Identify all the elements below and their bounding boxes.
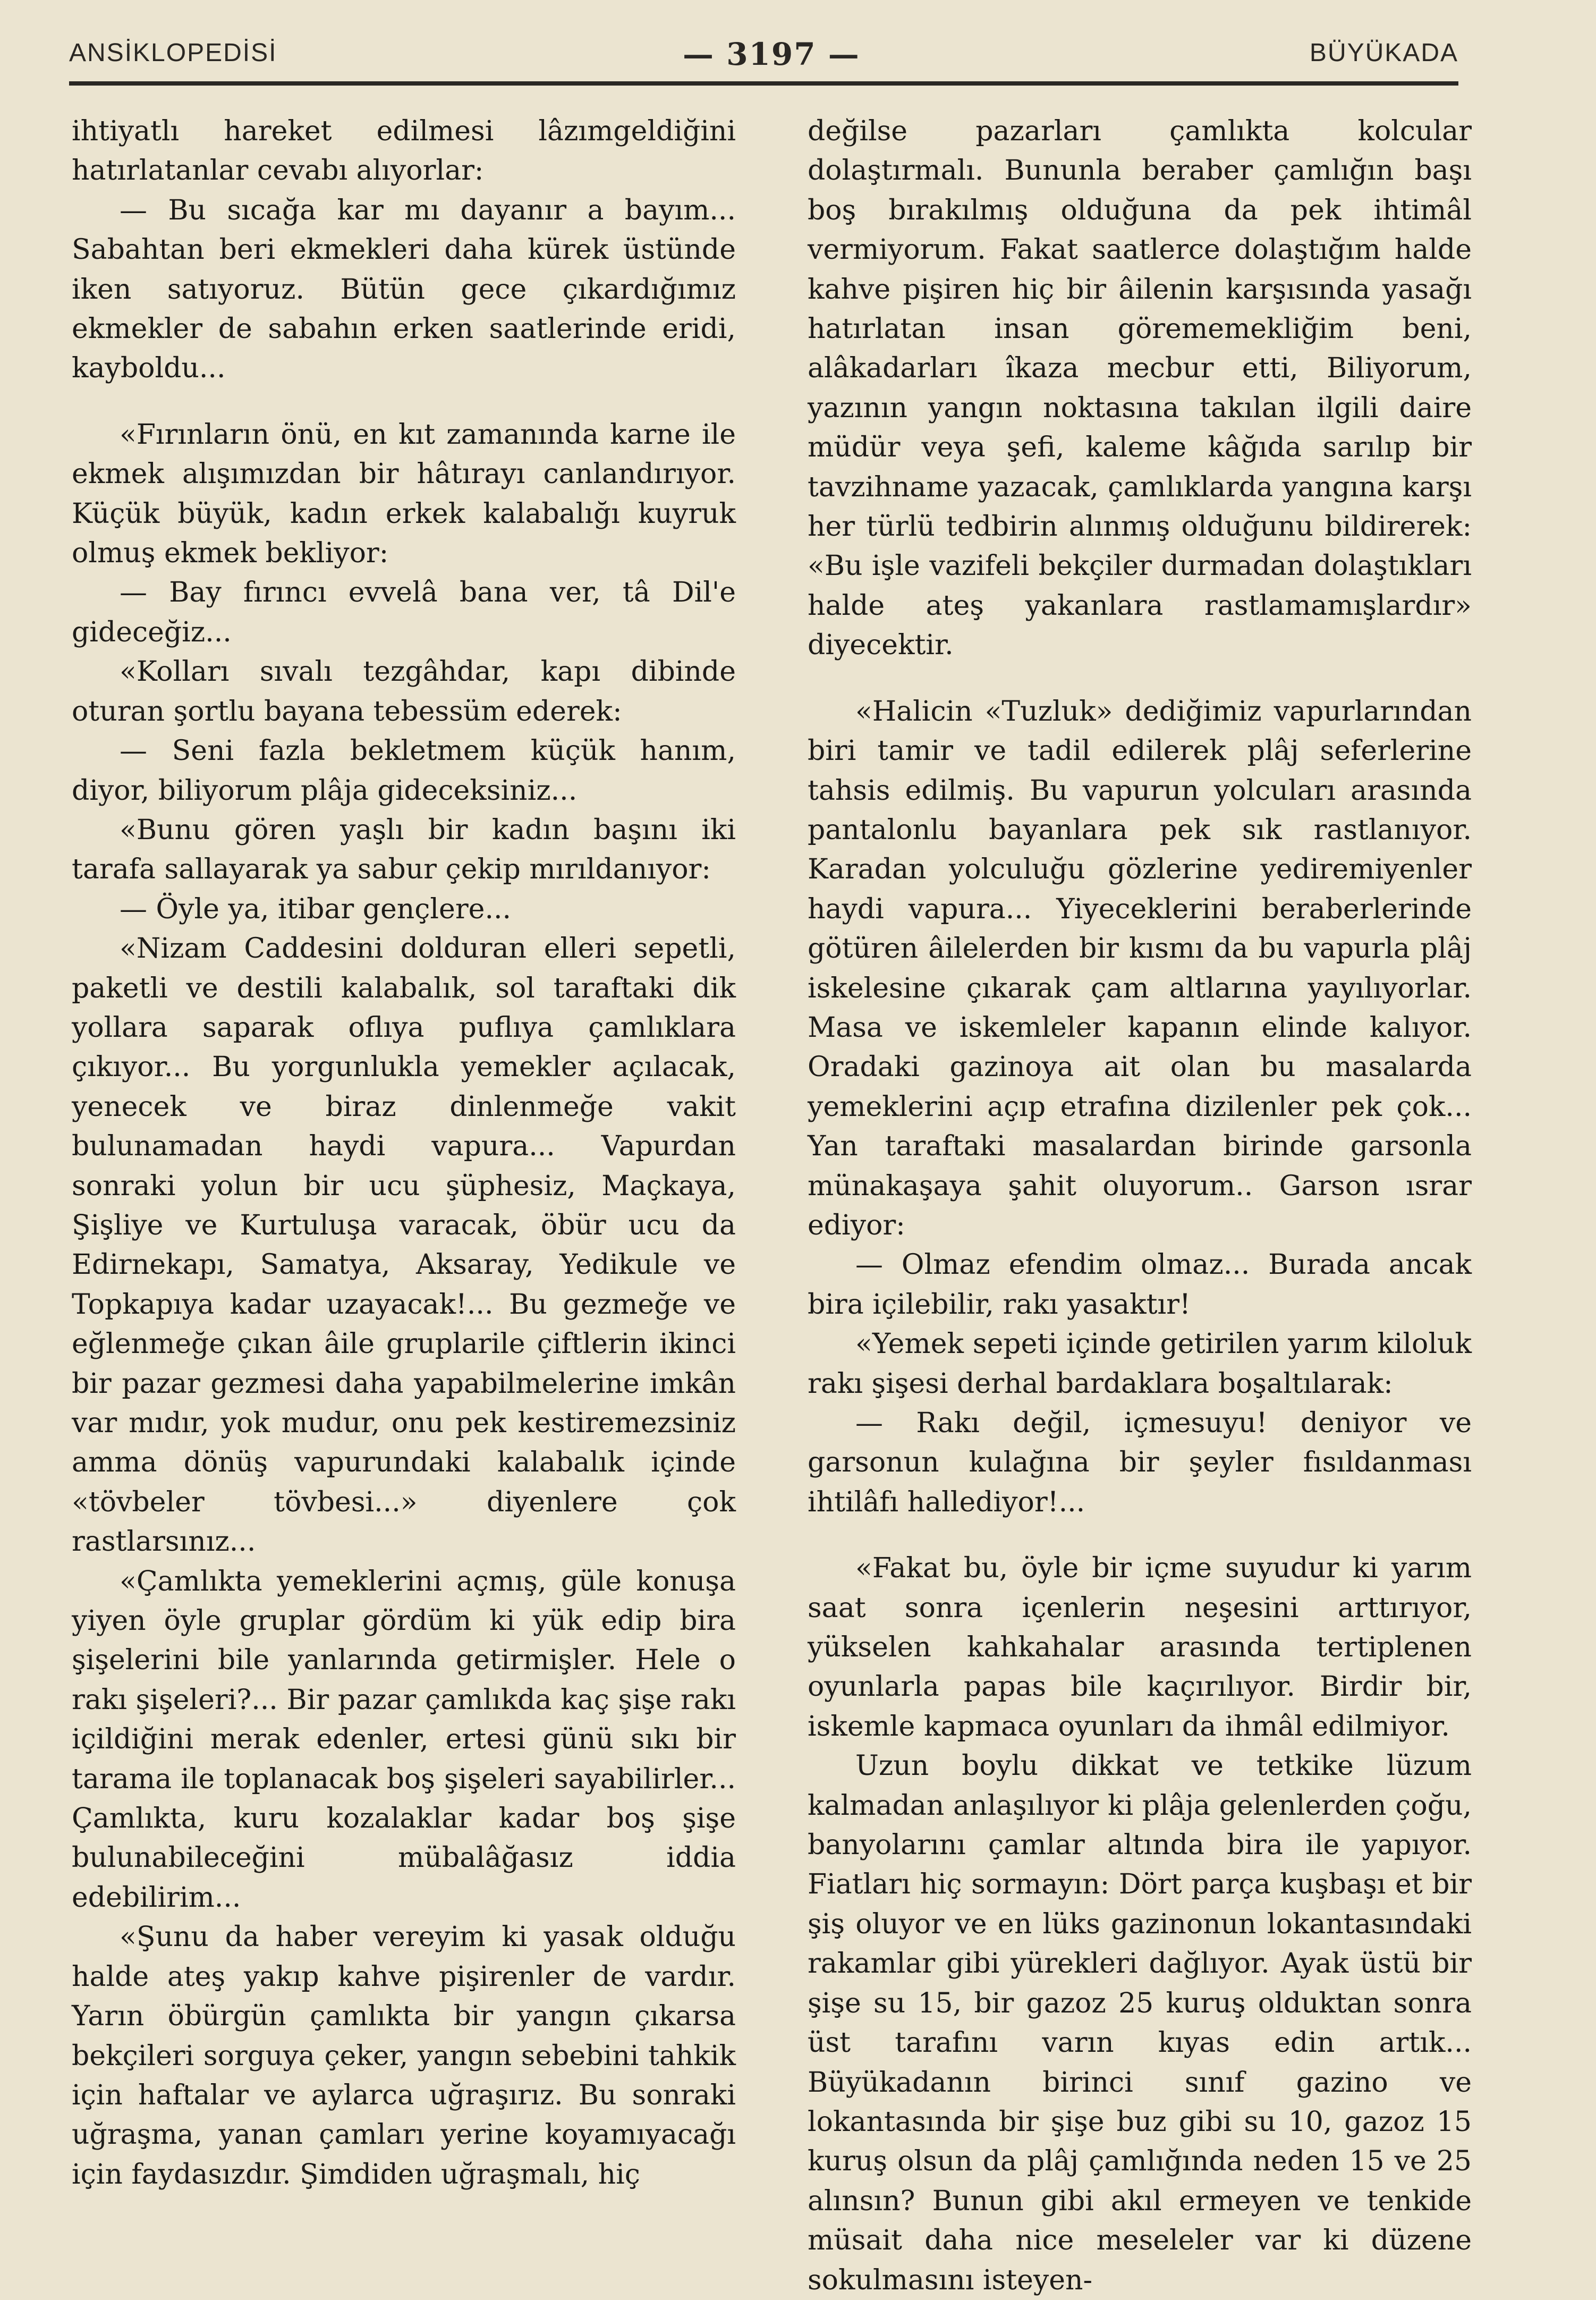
paragraph: «Kolları sıvalı tezgâhdar, kapı dibinde oturan şortlu bayana tebessüm ederek: bbox=[72, 656, 736, 728]
paragraph: ihtiyatlı hareket edilmesi lâzımgeldiğini hatırlatanlar cevabı alıyorlar: bbox=[72, 115, 736, 187]
left-column bbox=[72, 112, 736, 2194]
paragraph: «Şunu da haber vereyim ki yasak olduğu halde ateş yakıp kahve pişirenler de vardır. Yarın öbürgün çamlıkta bir yangın çıkarsa bekçileri sorguya çeker, yangın sebebini tahkik için haftalar ve aylarca uğraşırız. Bu sonraki uğraşma, yanan çamları yerine koyamıyacağı için faydasızdır. Şimdiden uğraşmalı, hiç bbox=[72, 1921, 736, 2191]
right-column bbox=[808, 112, 1472, 2300]
running-head bbox=[69, 33, 1458, 75]
paragraph: «Nizam Caddesini dolduran elleri sepetli, paketli ve destili kalabalık, sol taraftaki dik yollara saparak oflıya puflıya çamlıklara çıkıyor... Bu yorgunlukla yemekler açılacak, yenecek ve biraz dinlenmeğe vakit bulunamadan haydi vapura... Vapurdan sonraki yolun bir ucu şüphesiz, Maçkaya, Şişliye ve Kurtuluşa varacak, öbür ucu da Edirnekapı, Samatya, Aksaray, Yedikule ve Topkapıya kadar uzayacak!... Bu gezmeğe ve eğlenmeğe çıkan âile gruplarile çiftlerin ikinci bir pazar gezmesi daha yapabilmelerine imkân var mıdır, yok mudur, onu pek kestiremezsiniz amma dönüş vapurundaki kalabalık içinde «tövbeler tövbesi...» diyenlere çok rastlarsınız... bbox=[72, 933, 736, 1558]
paragraph: — Rakı değil, içmesuyu! deniyor ve garsonun kulağına bir şeyler fısıldanması ihtilâfı hallediyor!... bbox=[808, 1407, 1472, 1518]
paragraph: «Fakat bu, öyle bir içme suyudur ki yarım saat sonra içenlerin neşesini arttırıyor, yükselen kahkahalar arasında tertiplenen oyunlarla papas bile kaçırılıyor. Birdir bir, iskemle kapmaca oyunları da ihmâl edilmiyor. bbox=[808, 1552, 1472, 1743]
paragraph: «Çamlıkta yemeklerini açmış, güle konuşa yiyen öyle gruplar gördüm ki yük edip bira şişelerini bile yanlarında getirmişler. Hele o rakı şişeleri?... Bir pazar çamlıkda kaç şişe rakı içildiğini merak edenler, ertesi günü sıkı bir tarama ile toplanacak boş şişeleri sayabilirler... Çamlıkta, kuru kozalaklar kadar boş şişe bulunabileceğini mübalâğasız iddia edebilirim... bbox=[72, 1565, 736, 1914]
paragraph: — Olmaz efendim olmaz... Burada ancak bira içilebilir, rakı yasaktır! bbox=[808, 1249, 1472, 1321]
header-entry-title: BÜYÜKADA bbox=[1309, 39, 1458, 67]
paragraph: — Öyle ya, itibar gençlere... bbox=[120, 893, 512, 925]
page-number: — 3197 — bbox=[683, 36, 860, 72]
paragraph: «Yemek sepeti içinde getirilen yarım kiloluk rakı şişesi derhal bardaklara boşaltılarak: bbox=[808, 1328, 1472, 1400]
paragraph: «Halicin «Tuzluk» dediğimiz vapurlarından biri tamir ve tadil edilerek plâj seferlerine tahsis edilmiş. Bu vapurun yolcuları arasında pantalonlu bayanlara pek sık rastlanıyor. Karadan yolculuğu gözlerine yediremiyenler haydi vapura... Yiyeceklerini beraberlerinde götüren âilelerden bir kısmı da bu vapurla plâj iskelesine çıkarak çam altlarına yayılıyorlar. Masa ve iskemleler kapanın elinde kalıyor. Oradaki gazinoya ait olan bu masalarda yemeklerini açıp etrafına dizilenler pek çok... Yan taraftaki masalardan birinde garsonla münakaşaya şahit oluyorum.. Garson ısrar ediyor: bbox=[808, 695, 1472, 1241]
paragraph: değilse pazarları çamlıkta kolcular dolaştırmalı. Bununla beraber çamlığın başı boş bırakılmış olduğuna da pek ihtimâl vermiyorum. Fakat saatlerce dolaştığım halde kahve pişiren hiç bir âilenin karşısında yasağı hatırlatan insan görememekliğim beni, alâkadarları îkaza mecbur etti, Biliyorum, yazının yangın noktasına takılan ilgili daire müdür veya şefi, kaleme kâğıda sarılıp bir tavzihname yazacak, çamlıklarda yangına karşı her türlü tedbirin alınmış olduğunu bildirerek: «Bu işle vazifeli bekçiler durmadan dolaştıkları halde ateş yakanlara rastlamamışlardır» diyecektir. bbox=[808, 115, 1472, 662]
paragraph: — Seni fazla bekletmem küçük hanım, diyor, biliyorum plâja gideceksiniz... bbox=[72, 735, 736, 807]
header-publication-title: ANSİKLOPEDİSİ bbox=[69, 39, 277, 67]
paragraph: Uzun boylu dikkat ve tetkike lüzum kalmadan anlaşılıyor ki plâja gelenlerden çoğu, banyolarını çamlar altında bira ile yapıyor. Fiatları hiç sormayın: Dört parça kuşbaşı et bir şiş oluyor ve en lüks gazinonun lokantasındaki rakamlar gibi yürekleri dağlıyor. Ayak üstü bir şişe su 15, bir gazoz 25 kuruş olduktan sonra üst tarafını varın kıyas edin artık... Büyükadanın birinci sınıf gazino ve lokantasında bir şişe buz gibi su 10, gazoz 15 kuruş olsun da plâj çamlığında neden 15 ve 25 alınsın? Bunun gibi akıl ermeyen ve tenkide müsait daha nice meseleler var ki düzene sokulmasını isteyen- bbox=[808, 1750, 1472, 2296]
paragraph: — Bay fırıncı evvelâ bana ver, tâ Dil'e gideceğiz... bbox=[72, 577, 736, 648]
header-rule bbox=[69, 81, 1458, 86]
paragraph: «Bunu gören yaşlı bir kadın başını iki tarafa sallayarak ya sabur çekip mırıldanıyor: bbox=[72, 814, 736, 886]
paragraph: «Fırınların önü, en kıt zamanında karne ile ekmek alışımızdan bir hâtırayı canlandırıyor. Küçük büyük, kadın erkek kalabalığı kuyruk olmuş ekmek bekliyor: bbox=[72, 418, 736, 570]
paragraph: — Bu sıcağa kar mı dayanır a bayım... Sabahtan beri ekmekleri daha kürek üstünde iken satıyoruz. Bütün gece çıkardığımız ekmekler de sabahın erken saatlerinde eridi, kayboldu... bbox=[72, 194, 736, 385]
